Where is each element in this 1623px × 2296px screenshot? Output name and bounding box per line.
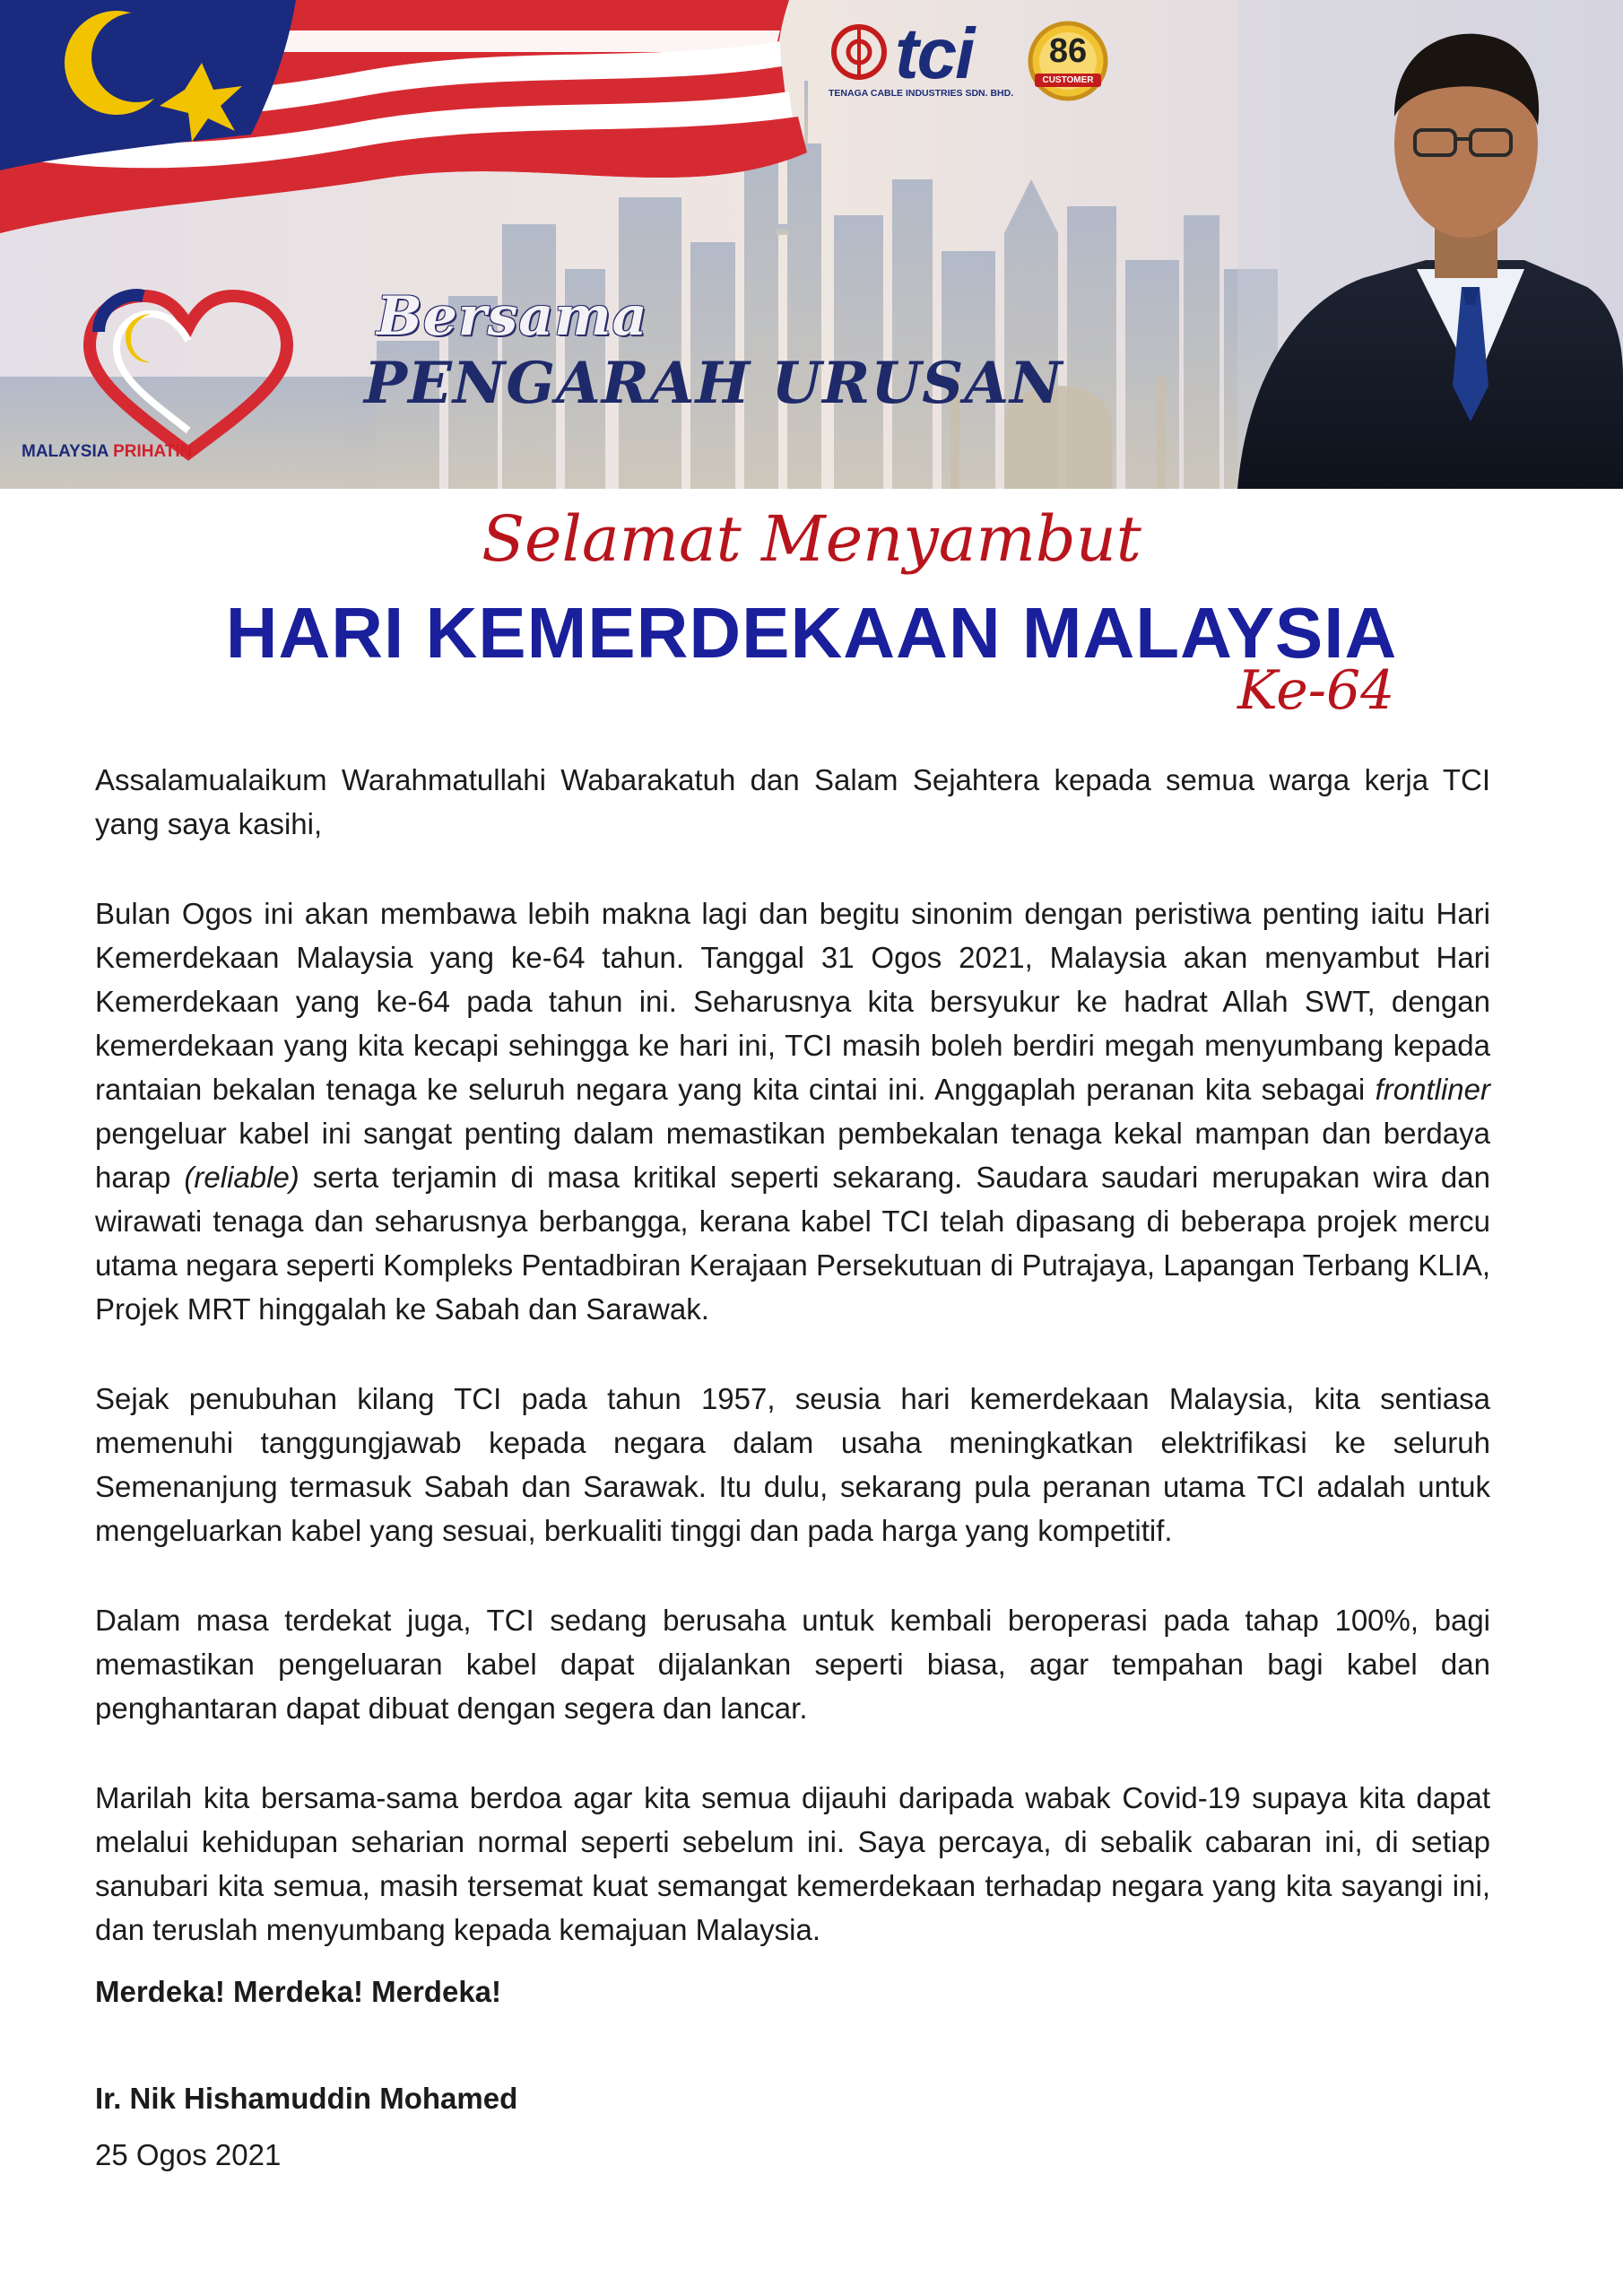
prihatin-label-malaysia: MALAYSIA: [22, 442, 108, 461]
main-title: HARI KEMERDEKAAN MALAYSIA: [225, 593, 1398, 673]
paragraph-2-part-c: serta terjamin di masa kritikal seperti sekarang. Saudara saudari merupakan wira dan wirawati tenaga dan seharusnya berbangga, kerana kabel TCI telah dipasang di beberapa projek mercu utama negara seperti Kompleks Pentadbiran Kerajaan Persekutuan di Putrajaya, Lapangan Terbang KLIA, Projek MRT hinggalah ke Sabah dan Sarawak.: [95, 1161, 1490, 1326]
prihatin-label-prihatin: PRIHATIN: [113, 442, 193, 461]
reliable-term: (reliable): [184, 1161, 299, 1194]
company-name: TENAGA CABLE INDUSTRIES SDN. BHD.: [829, 88, 1014, 99]
banner-heading-large: PENGARAH URUSAN: [364, 350, 1063, 417]
anniversary-badge: [1024, 20, 1112, 106]
tci-emblem-icon: [830, 23, 888, 81]
badge-number: 86: [1048, 32, 1088, 70]
malaysia-prihatin-logo: [22, 442, 192, 462]
paragraph-operations: Dalam masa terdekat juga, TCI sedang berusaha untuk kembali beroperasi pada tahap 100%, bagi memastikan pengeluaran kabel dapat dijalankan seperti biasa, agar tempahan bagi kabel dan penghantaran dapat dibuat dengan segera dan lancar.: [95, 1604, 1490, 1725]
signatory-name: Ir. Nik Hishamuddin Mohamed: [95, 2082, 518, 2115]
paragraph-history: Sejak penubuhan kilang TCI pada tahun 1957, seusia hari kemerdekaan Malaysia, kita sentiasa memenuhi tanggungjawab kepada negara dalam usaha meningkatkan elektrifikasi ke seluruh Semenanjung termasuk Sabah dan Sarawak. Itu dulu, sekarang pula peranan utama TCI adalah untuk mengeluarkan kabel yang sesuai, berkualiti tinggi dan pada harga yang kompetitif.: [95, 1382, 1490, 1547]
greeting-script: Selamat Menyambut: [482, 502, 1141, 576]
paragraph-salutation: Assalamualaikum Warahmatullahi Wabarakatuh dan Salam Sejahtera kepada semua warga kerja TCI yang saya kasihi,: [95, 763, 1490, 840]
banner-heading-small: Bersama: [377, 285, 648, 348]
paragraph-2-part-a: Bulan Ogos ini akan membawa lebih makna lagi dan begitu sinonim dengan peristiwa penting iaitu Hari Kemerdekaan Malaysia yang ke-64 tahun. Tanggal 31 Ogos 2021, Malaysia akan menyambut Hari Kemerdekaan yang ke-64 pada tahun ini. Seharusnya kita bersyukur ke hadrat Allah SWT, dengan kemerdekaan yang kita kecapi sehingga ke hari ini, TCI masih boleh berdiri megah menyumbang kepada rantaian bekalan tenaga ke seluruh negara yang kita cintai ini. Anggaplah peranan kita sebagai: [95, 897, 1490, 1106]
paragraph-2-part-b: pengeluar kabel ini sangat penting dalam memastikan pembekalan tenaga kekal mampan dan berdaya harap: [95, 1117, 1490, 1194]
title-ordinal: Ke-64: [1237, 659, 1395, 722]
badge-text: CUSTOMER: [1035, 74, 1101, 87]
executive-portrait: [1237, 0, 1623, 489]
header-banner: [0, 0, 1623, 489]
frontliner-term: frontliner: [1375, 1073, 1490, 1106]
tci-logo-wordmark: tci: [895, 13, 974, 93]
paragraph-prayer: Marilah kita bersama-sama berdoa agar kita semua dijauhi daripada wabak Covid-19 supaya kita dapat melalui kehidupan seharian normal seperti sebelum ini. Saya percaya, di sebalik cabaran ini, di setiap sanubari kita semua, masih tersemat kuat semangat kemerdekaan terhadap negara yang kita sayangi ini, dan teruslah menyumbang kepada kemajuan Malaysia.: [95, 1781, 1490, 1946]
closing-slogan: Merdeka! Merdeka! Merdeka!: [95, 1975, 502, 2008]
letter-body: [95, 758, 1490, 2177]
letter-date: 25 Ogos 2021: [95, 2138, 282, 2171]
paragraph-independence: [95, 891, 1490, 1331]
